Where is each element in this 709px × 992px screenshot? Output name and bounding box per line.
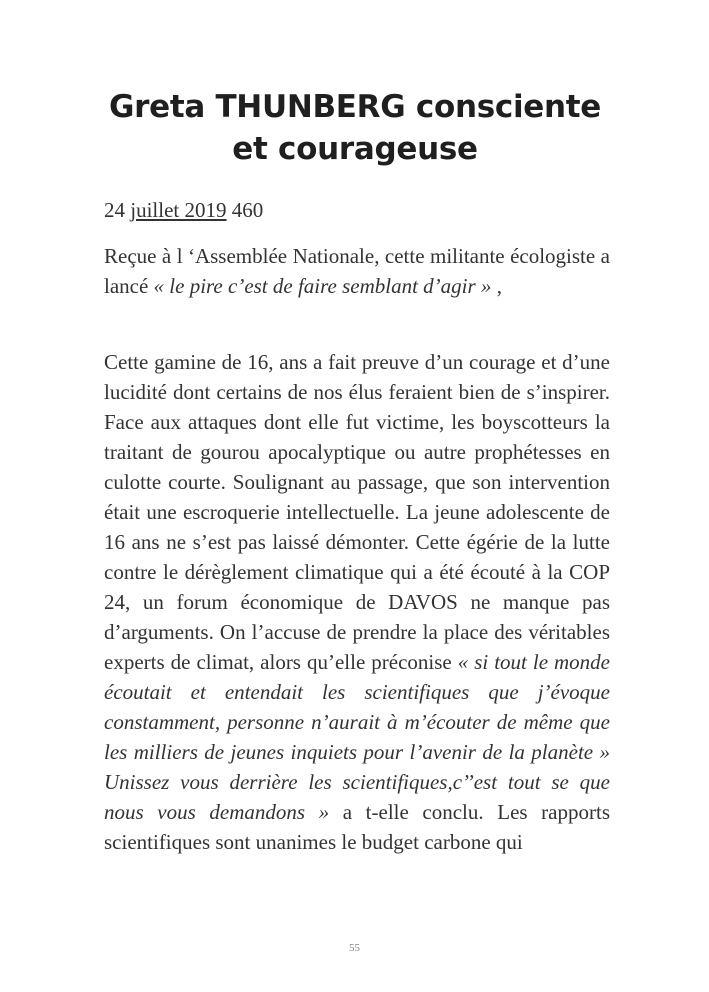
intro-end: , [491, 274, 502, 298]
view-count: 460 [231, 198, 264, 222]
body-text: Cette gamine de 16, ans a fait preuve d’un courage et d’une lucidité dont certains de nos élus feraient bien de s’inspirer. Face aux attaques dont elle fut victime, les boyscotteurs la traitant de gourou apocalyptique ou autre prophétesses en culotte courte. Soulignant au passage, que son intervention était une escroquerie intellectuelle. La jeune adolescente de 16 ans ne s’est pas laissé démonter. Cette égérie de la lutte contre le dérèglement climatique qui a été écouté à la COP 24, un forum économique de DAVOS ne manque pas d’arguments. On l’accuse de prendre la place des véritables experts de climat, alors qu’elle préconise [104, 350, 610, 674]
article-date [104, 198, 263, 223]
date-month-year-link[interactable]: juillet 2019 [130, 198, 227, 222]
date-day: 24 [104, 198, 125, 222]
page-number: 55 [349, 942, 360, 954]
title-line-2: et courageuse [232, 131, 478, 167]
intro-paragraph [104, 241, 610, 301]
body-paragraph [104, 347, 610, 857]
body-quote: « si tout le monde écoutait et entendait les scientifiques que j’évoque constamment, personne n’aurait à m’écouter de même que les milliers de jeunes inquiets pour l’avenir de la planète » Unissez vous derrière les scientifiques,c’’est tout se que nous vous demandons » [104, 650, 610, 824]
body-end: a t-elle conclu. Les rapports scientifiques sont unanimes le budget carbone qui [104, 800, 610, 854]
title-line-1: Greta THUNBERG consciente [108, 89, 602, 125]
article-title [60, 86, 650, 170]
intro-quote: « le pire c’est de faire semblant d’agir » [153, 274, 492, 298]
intro-text: Reçue à l ‘Assemblée Nationale, cette militante écologiste a lancé [104, 244, 610, 298]
